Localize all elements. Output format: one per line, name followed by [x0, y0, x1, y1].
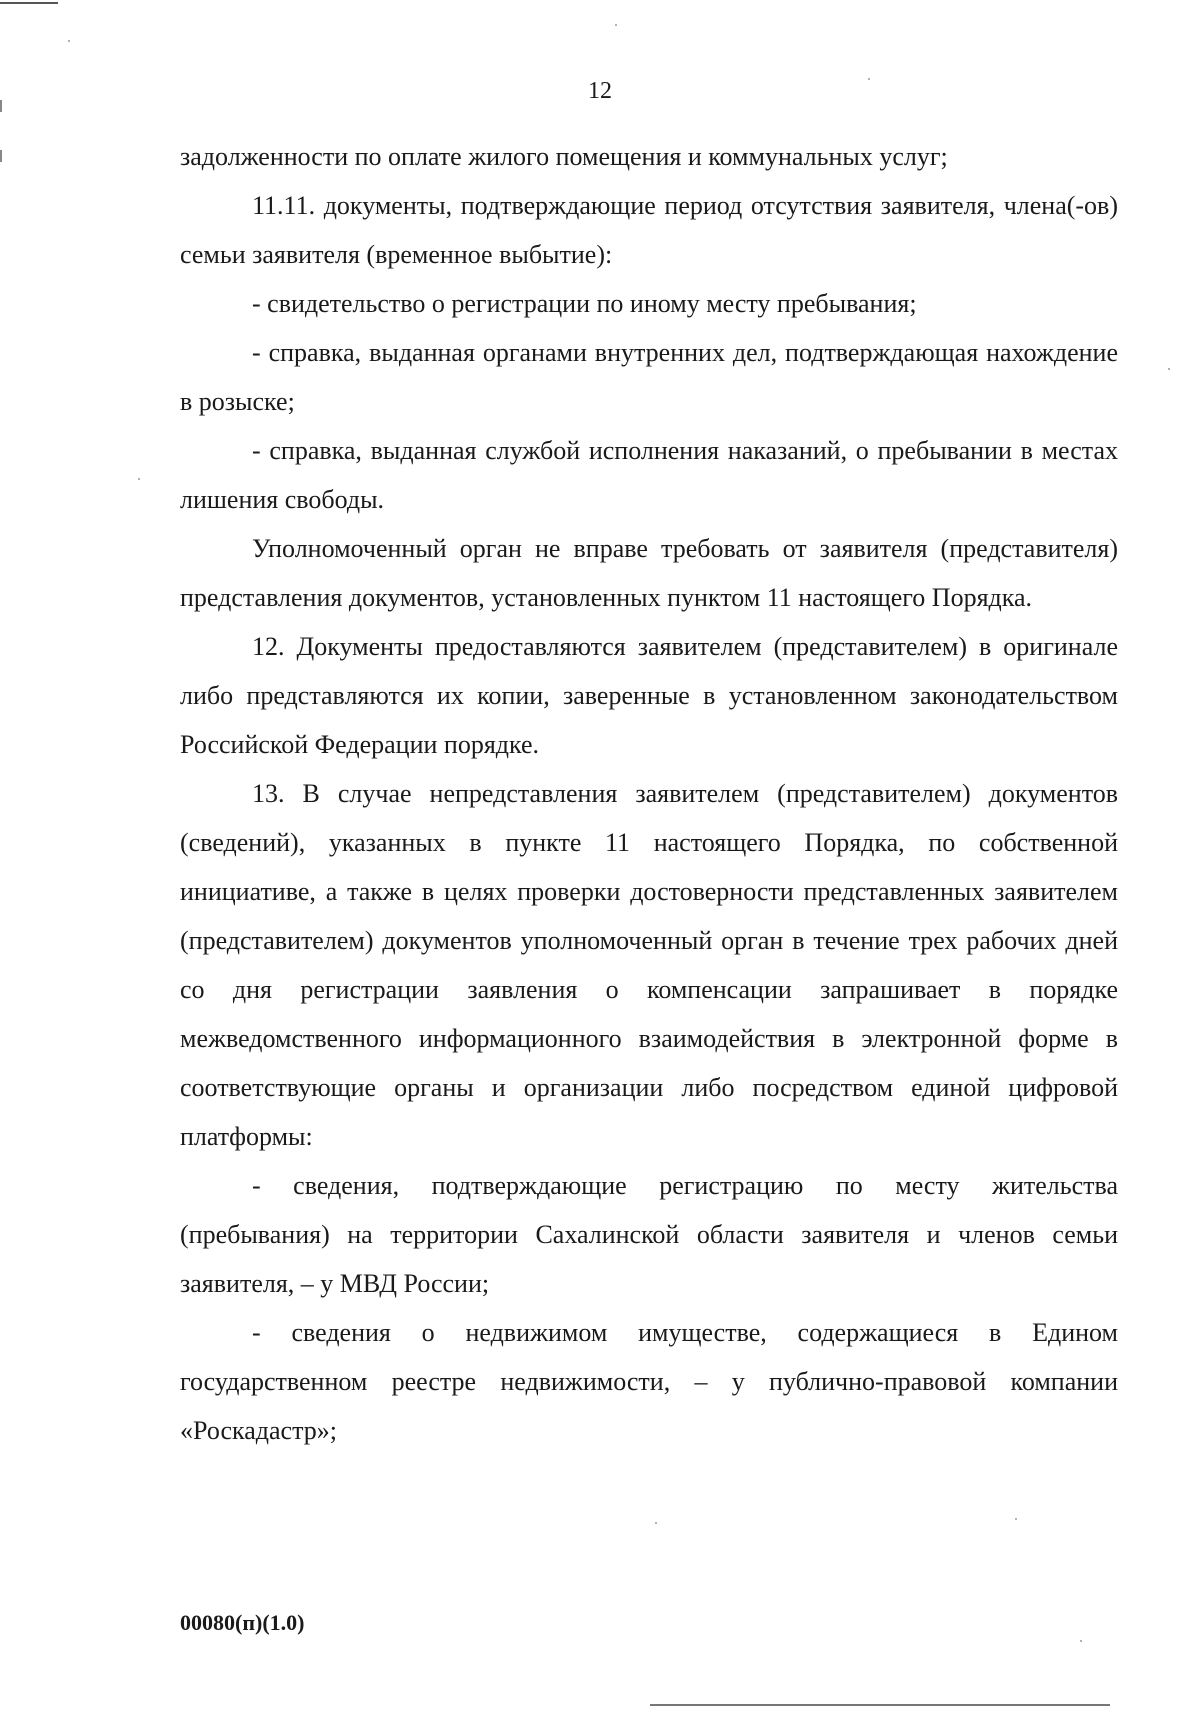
scan-speck: [615, 24, 617, 26]
scan-speck: [1015, 1518, 1017, 1520]
page-number: 12: [588, 78, 612, 104]
paragraph: - справка, выданная органами внутренних дел, подтверждающая нахождение в розыске;: [180, 338, 1118, 416]
scan-speck: [655, 1522, 657, 1524]
paragraph: 12. Документы предоставляются заявителем (представителем) в оригинале либо представляются их копии, заверенные в установленном законодательством Российской Федерации порядке.: [180, 632, 1118, 759]
scan-artifact-left-mark: [0, 150, 2, 162]
paragraph: - свидетельство о регистрации по иному месту пребывания;: [252, 289, 917, 318]
paragraph: 13. В случае непредставления заявителем (представителем) документов (сведений), указанных в пункте 11 настоящего Порядка, по собственной инициативе, а также в целях проверки достоверности представленных заявителем (представителем) документов уполномоченный орган в течение трех рабочих дней со дня регистрации заявления о компенсации запрашивает в порядке межведомственного информационного взаимодействия в электронной форме в соответствующие органы и организации либо посредством единой цифровой платформы:: [180, 779, 1118, 1151]
paragraph: - сведения, подтверждающие регистрацию по месту жительства (пребывания) на территории Сахалинской области заявителя и членов семьи заявителя, – у МВД России;: [180, 1171, 1118, 1298]
scan-artifact-bottom-line: [650, 1704, 1110, 1706]
scan-speck: [68, 40, 70, 42]
paragraph: - справка, выданная службой исполнения наказаний, о пребывании в местах лишения свободы.: [180, 436, 1118, 514]
paragraph: - сведения о недвижимом имуществе, содержащиеся в Едином государственном реестре недвижимости, – у публично-правовой компании «Роскадастр»;: [180, 1318, 1118, 1445]
paragraph: 11.11. документы, подтверждающие период отсутствия заявителя, члена(-ов) семьи заявителя (временное выбытие):: [180, 191, 1118, 269]
scan-artifact-top-line: [0, 2, 58, 4]
document-code: 00080(п)(1.0): [180, 1610, 305, 1635]
paragraph: Уполномоченный орган не вправе требовать от заявителя (представителя) представления документов, установленных пунктом 11 настоящего Порядка.: [180, 534, 1118, 612]
document-body: [180, 132, 1118, 1455]
paragraph: задолженности по оплате жилого помещения и коммунальных услуг;: [180, 142, 948, 171]
scan-speck: [138, 478, 140, 480]
scan-speck: [1080, 1640, 1082, 1642]
scan-speck: [1168, 368, 1170, 370]
